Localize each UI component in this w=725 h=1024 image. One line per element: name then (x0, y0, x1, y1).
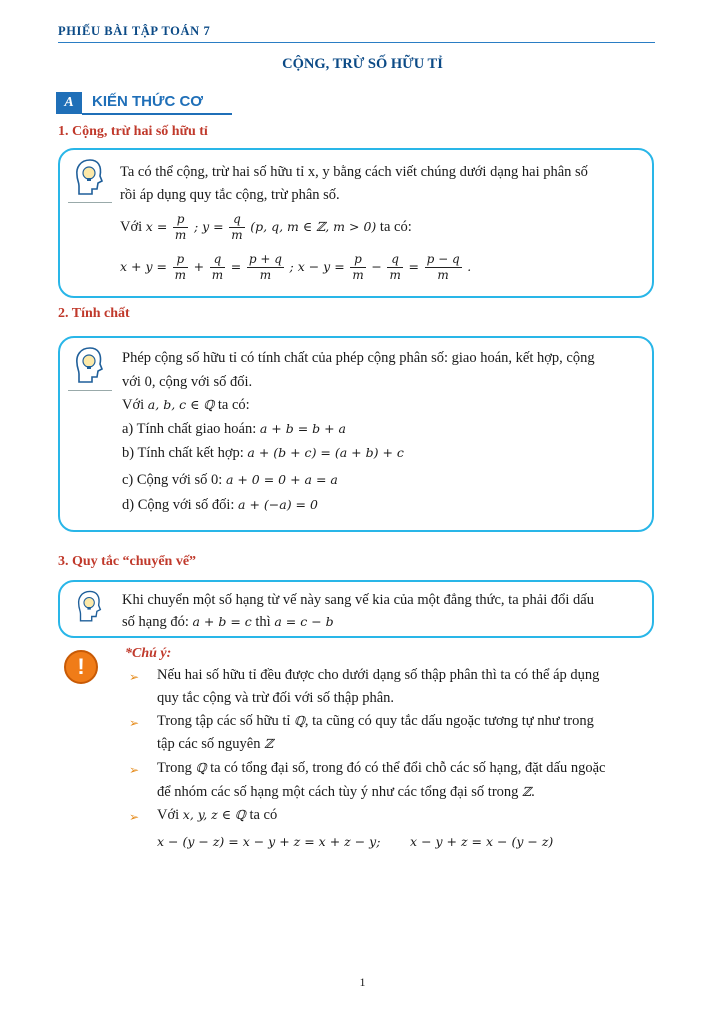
arrow-bullet-icon: ➢ (129, 763, 140, 777)
note-item-4-line-2 (157, 834, 553, 851)
s1-line-2: rồi áp dụng quy tắc cộng, trừ phân số. (120, 187, 340, 203)
head-bulb-icon (72, 588, 108, 626)
note-item-4-line-1 (157, 807, 277, 824)
den: m (437, 268, 449, 282)
fraction (173, 252, 188, 283)
den: m (174, 228, 187, 242)
num: q (210, 252, 225, 268)
s2-l3-suffix: ta có: (217, 397, 250, 413)
note-item-1-line-2: quy tắc cộng và trừ đối với số thập phân. (157, 690, 395, 706)
s2-l3-prefix: Với (122, 397, 145, 413)
math-2: x − y + z = x − (y − z) (410, 834, 554, 849)
note-item-2-line-1 (157, 713, 594, 730)
property-label: b) Tính chất kết hợp: (122, 445, 244, 461)
s2-line-2: với 0, cộng với số đối. (122, 374, 253, 390)
math: ℤ (264, 736, 274, 751)
op: + (193, 258, 205, 274)
property-label: d) Cộng với số đối: (122, 497, 235, 513)
header-divider (58, 42, 655, 43)
num: p + q (248, 252, 282, 266)
s3-l2-math-2: a = c − b (274, 614, 334, 629)
s3-line-2 (122, 614, 334, 631)
text: để nhóm các số hạng một cách tùy ý như các tổng đại số trong (157, 784, 519, 800)
text: . (531, 784, 535, 800)
s1-l3-prefix: Với (120, 218, 143, 235)
text: ta có (249, 807, 278, 823)
note-item-2-line-2 (157, 736, 273, 753)
section-a-banner (56, 92, 231, 114)
s1-l3-y: ; y = (193, 218, 224, 234)
arrow-bullet-icon: ➢ (129, 670, 140, 684)
arrow-bullet-icon: ➢ (129, 810, 140, 824)
s1-l3-suffix: ta có: (379, 218, 412, 235)
s2-l3-math: a, b, c ∈ ℚ (147, 397, 215, 412)
s3-l2-prefix: số hạng đó: (122, 614, 189, 630)
text: Với (157, 807, 180, 823)
num: p (173, 212, 188, 228)
den: m (352, 268, 364, 282)
card-transpose-rule (58, 580, 654, 638)
alert-icon: ! (64, 650, 98, 684)
property-label: a) Tính chất giao hoán: (122, 421, 257, 437)
math: ℚ (195, 760, 207, 775)
s1-l3-cond: (p, q, m ∈ ℤ, m > 0) (250, 218, 377, 234)
page-number: 1 (359, 975, 366, 989)
section-label: KIẾN THỨC CƠ (92, 93, 204, 110)
card-add-subtract (58, 148, 654, 298)
s1-line-3 (120, 212, 412, 243)
den: m (211, 268, 224, 282)
heading-3: 3. Quy tắc “chuyển vế” (58, 554, 197, 569)
math: ℚ (294, 713, 305, 728)
note-item-1-line-1: Nếu hai số hữu tỉ đều được cho dưới dạng số thập phân thì ta có thể áp dụng (157, 667, 600, 683)
card-properties (58, 336, 654, 532)
property-c (122, 472, 338, 489)
head-bulb-icon (72, 156, 108, 200)
note-item-3-line-2 (157, 784, 535, 801)
num: q (229, 212, 244, 228)
text: tập các số nguyên (157, 736, 261, 752)
head-bulb-icon (72, 344, 108, 388)
fraction (247, 252, 284, 283)
s1-line-4 (120, 252, 471, 283)
section-underline (82, 113, 232, 115)
den: m (389, 268, 401, 282)
heading-1: 1. Cộng, trừ hai số hữu tỉ (58, 124, 208, 139)
s2-line-1: Phép cộng số hữu tỉ có tính chất của phép cộng phân số: giao hoán, kết hợp, cộng (122, 350, 595, 366)
property-label: c) Cộng với số 0: (122, 472, 223, 488)
s1-line-1: Ta có thể cộng, trừ hai số hữu tỉ x, y bằng cách viết chúng dưới dạng hai phân số (120, 164, 588, 180)
icon-divider (68, 390, 112, 391)
s2-line-3 (122, 397, 250, 414)
s1-l3-x: x = (145, 218, 168, 234)
text: , ta cũng có quy tắc dấu ngoặc tương tự như trong (304, 713, 594, 729)
num: p (350, 252, 365, 268)
property-math: a + 0 = 0 + a = a (225, 472, 338, 487)
property-b (122, 445, 404, 462)
den: m (231, 228, 243, 242)
note-item-3-line-1 (157, 760, 606, 777)
header-title: PHIẾU BÀI TẬP TOÁN 7 (58, 24, 211, 38)
math-1: x − (y − z) = x − y + z = x + z − y; (157, 834, 381, 849)
op: = (408, 258, 419, 274)
num: p − q (426, 252, 460, 266)
text: Trong tập các số hữu tỉ (157, 713, 291, 729)
heading-2: 2. Tính chất (58, 306, 130, 321)
fraction (387, 252, 402, 283)
text: ta có tổng đại số, trong đó có thể đổi chỗ các số hạng, đặt dấu ngoặc (210, 760, 606, 776)
document-title: CỘNG, TRỪ SỐ HỮU TỈ (282, 56, 443, 72)
op: ; x − y = (289, 258, 345, 274)
section-letter: A (56, 92, 82, 114)
property-a (122, 421, 346, 438)
math: ℤ (522, 784, 532, 799)
fraction (350, 252, 365, 283)
fraction-q-m (229, 212, 244, 243)
fraction (425, 252, 462, 283)
s3-l2-mid: thì (255, 614, 271, 630)
note-title: *Chú ý: (125, 646, 172, 661)
den: m (174, 268, 186, 282)
fraction-p-m (173, 212, 188, 243)
property-math: a + (−a) = 0 (238, 497, 318, 512)
op: = (230, 258, 242, 274)
num: p (173, 252, 188, 268)
math: x, y, z ∈ ℚ (182, 807, 246, 822)
den: m (259, 268, 272, 282)
s3-line-1: Khi chuyển một số hạng từ vế này sang vế kia của một đẳng thức, ta phải đổi dấu (122, 592, 594, 608)
s1-l4-a: x + y = (120, 258, 167, 274)
property-d (122, 497, 318, 514)
op: − (371, 258, 382, 274)
text: Trong (157, 760, 192, 776)
icon-divider (68, 202, 112, 203)
property-math: a + (b + c) = (a + b) + c (247, 445, 404, 460)
op: . (467, 258, 472, 274)
arrow-bullet-icon: ➢ (129, 716, 140, 730)
fraction (210, 252, 225, 283)
property-math: a + b = b + a (259, 421, 347, 436)
s3-l2-math-1: a + b = c (192, 614, 252, 629)
num: q (387, 252, 402, 268)
